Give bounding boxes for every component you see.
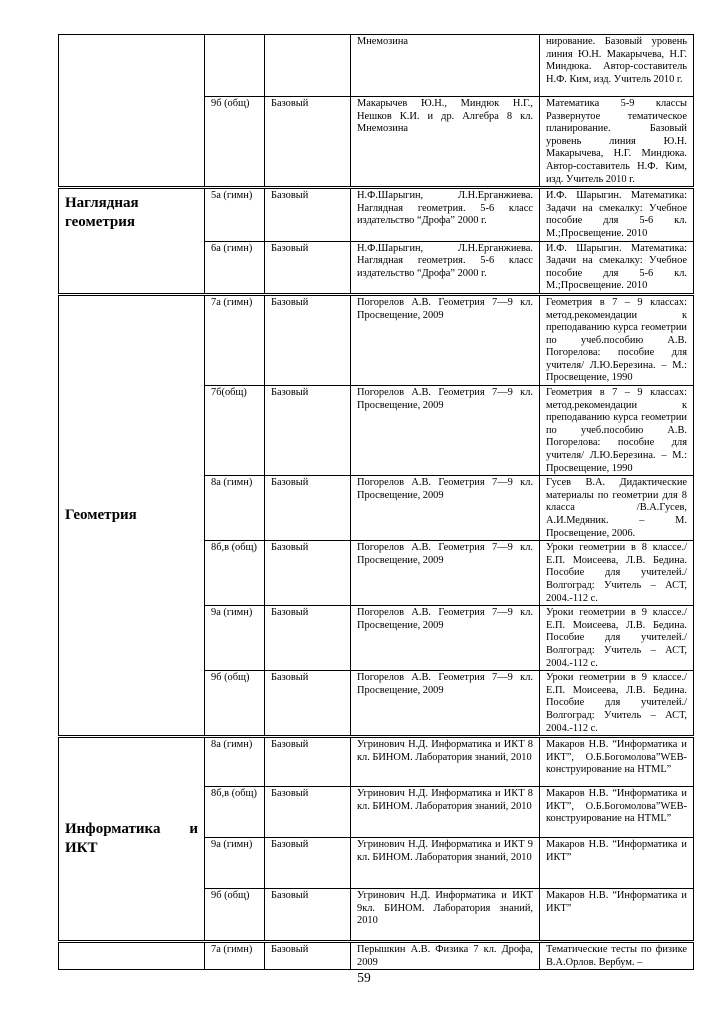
method-cell: И.Ф. Шарыгин. Математика: Задачи на смекалку: Учебное пособие для 5-6 кл. М.;Просвещение. 2010 [540, 241, 694, 294]
table-row [59, 942, 694, 970]
program-cell: Н.Ф.Шарыгин, Л.Н.Ерганжиева. Наглядная геометрия. 5-6 класс издательство “Дрофа” 2000 г. [351, 188, 540, 241]
level-cell: Базовый [265, 838, 351, 889]
class-cell: 9а (гимн) [205, 606, 265, 671]
class-cell: 7б(общ) [205, 386, 265, 476]
class-cell: 7а (гимн) [205, 942, 265, 970]
program-cell: Погорелов А.В. Геометрия 7—9 кл. Просвещение, 2009 [351, 541, 540, 606]
page-number: 59 [357, 970, 371, 985]
program-cell: Н.Ф.Шарыгин, Л.Н.Ерганжиева. Наглядная геометрия. 5-6 класс издательство “Дрофа” 2000 г. [351, 241, 540, 294]
program-cell: Угринович Н.Д. Информатика и ИКТ 9 кл. БИНОМ. Лаборатория знаний, 2010 [351, 838, 540, 889]
class-cell: 9б (общ) [205, 671, 265, 737]
method-cell: И.Ф. Шарыгин. Математика: Задачи на смекалку: Учебное пособие для 5-6 кл. М.;Просвещение. 2010 [540, 188, 694, 241]
method-cell: Макаров Н.В. “Информатика и ИКТ” [540, 889, 694, 942]
level-cell: Базовый [265, 241, 351, 294]
subject-visual-geometry: Наглядная геометрия [59, 188, 205, 295]
curriculum-table [58, 34, 694, 970]
method-cell: Геометрия в 7 – 9 классах: метод.рекомендации к преподаванию курса геометрии по учеб.пособию А.В. Погорелова: пособие для учителя/ Л.Ю.Березина. – М.: Просвещение, 1990 [540, 386, 694, 476]
program-cell: Угринович Н.Д. Информатика и ИКТ 9кл. БИНОМ. Лаборатория знаний, 2010 [351, 889, 540, 942]
subject-informatics: Информатика и ИКТ [59, 737, 205, 942]
level-cell: Базовый [265, 294, 351, 385]
subject-cell-empty [59, 942, 205, 970]
level-cell: Базовый [265, 942, 351, 970]
class-cell [205, 35, 265, 97]
program-cell: Макарычев Ю.Н., Миндюк Н.Г., Нешков К.И. и др. Алгебра 8 кл. Мнемозина [351, 97, 540, 188]
program-cell: Перышкин А.В. Физика 7 кл. Дрофа, 2009 [351, 942, 540, 970]
level-cell: Базовый [265, 97, 351, 188]
level-cell: Базовый [265, 541, 351, 606]
level-cell: Базовый [265, 787, 351, 838]
method-cell: Гусев В.А. Дидактические материалы по геометрии для 8 класса /В.А.Гусев, А.И.Медяник. – М. Просвещение, 2006. [540, 476, 694, 541]
table-row [59, 737, 694, 787]
level-cell: Базовый [265, 188, 351, 241]
class-cell: 8б,в (общ) [205, 541, 265, 606]
method-cell: Макаров Н.В. “Информатика и ИКТ”, О.Б.Богомолова”WEB-конструирование на HTML” [540, 737, 694, 787]
level-cell: Базовый [265, 386, 351, 476]
level-cell: Базовый [265, 606, 351, 671]
class-cell: 8а (гимн) [205, 476, 265, 541]
level-cell [265, 35, 351, 97]
class-cell: 7а (гимн) [205, 294, 265, 385]
class-cell: 9б (общ) [205, 97, 265, 188]
class-cell: 9а (гимн) [205, 838, 265, 889]
class-cell: 8а (гимн) [205, 737, 265, 787]
subject-geometry: Геометрия [59, 294, 205, 736]
class-cell: 5а (гимн) [205, 188, 265, 241]
class-cell: 9б (общ) [205, 889, 265, 942]
subject-cell-empty [59, 35, 205, 188]
method-cell: Уроки геометрии в 9 классе./Е.П. Моисеева, Л.В. Бедина. Пособие для учителей./Волгоград: Учитель – АСТ, 2004.-112 с. [540, 671, 694, 737]
program-cell: Угринович Н.Д. Информатика и ИКТ 8 кл. БИНОМ. Лаборатория знаний, 2010 [351, 787, 540, 838]
page [58, 34, 693, 970]
method-cell: Макаров Н.В. “Информатика и ИКТ”, О.Б.Богомолова”WEB-конструирование на HTML” [540, 787, 694, 838]
method-cell: Тематические тесты по физике В.А.Орлов. Вербум. – [540, 942, 694, 970]
method-cell: Математика 5-9 классы Развернутое тематическое планирование. Базовый уровень линия Ю.Н. Макарычева, Н.Г. Миндюка. Автор-составитель Н.Ф. Ким, изд. Учитель 2010 г. [540, 97, 694, 188]
level-cell: Базовый [265, 671, 351, 737]
level-cell: Базовый [265, 737, 351, 787]
method-cell: нирование. Базовый уровень линия Ю.Н. Макарычева, Н.Г. Миндюка. Автор-составитель Н.Ф. Ким, изд. Учитель 2010 г. [540, 35, 694, 97]
program-cell: Погорелов А.В. Геометрия 7—9 кл. Просвещение, 2009 [351, 386, 540, 476]
program-cell: Погорелов А.В. Геометрия 7—9 кл. Просвещение, 2009 [351, 671, 540, 737]
program-cell: Погорелов А.В. Геометрия 7—9 кл. Просвещение, 2009 [351, 476, 540, 541]
table-row [59, 294, 694, 385]
program-cell: Погорелов А.В. Геометрия 7—9 кл. Просвещение, 2009 [351, 606, 540, 671]
program-cell: Мнемозина [351, 35, 540, 97]
table-row [59, 35, 694, 97]
level-cell: Базовый [265, 476, 351, 541]
method-cell: Уроки геометрии в 9 классе./Е.П. Моисеева, Л.В. Бедина. Пособие для учителей./Волгоград: Учитель – АСТ, 2004.-112 с. [540, 606, 694, 671]
program-cell: Погорелов А.В. Геометрия 7—9 кл. Просвещение, 2009 [351, 294, 540, 385]
method-cell: Макаров Н.В. “Информатика и ИКТ” [540, 838, 694, 889]
method-cell: Геометрия в 7 – 9 классах: метод.рекомендации к преподаванию курса геометрии по учеб.пособию А.В. Погорелова: пособие для учителя/ Л.Ю.Березина. – М.: Просвещение, 1990 [540, 294, 694, 385]
program-cell: Угринович Н.Д. Информатика и ИКТ 8 кл. БИНОМ. Лаборатория знаний, 2010 [351, 737, 540, 787]
level-cell: Базовый [265, 889, 351, 942]
class-cell: 8б,в (общ) [205, 787, 265, 838]
class-cell: 6а (гимн) [205, 241, 265, 294]
table-row [59, 188, 694, 241]
method-cell: Уроки геометрии в 8 классе./Е.П. Моисеева, Л.В. Бедина. Пособие для учителей./Волгоград: Учитель – АСТ, 2004.-112 с. [540, 541, 694, 606]
